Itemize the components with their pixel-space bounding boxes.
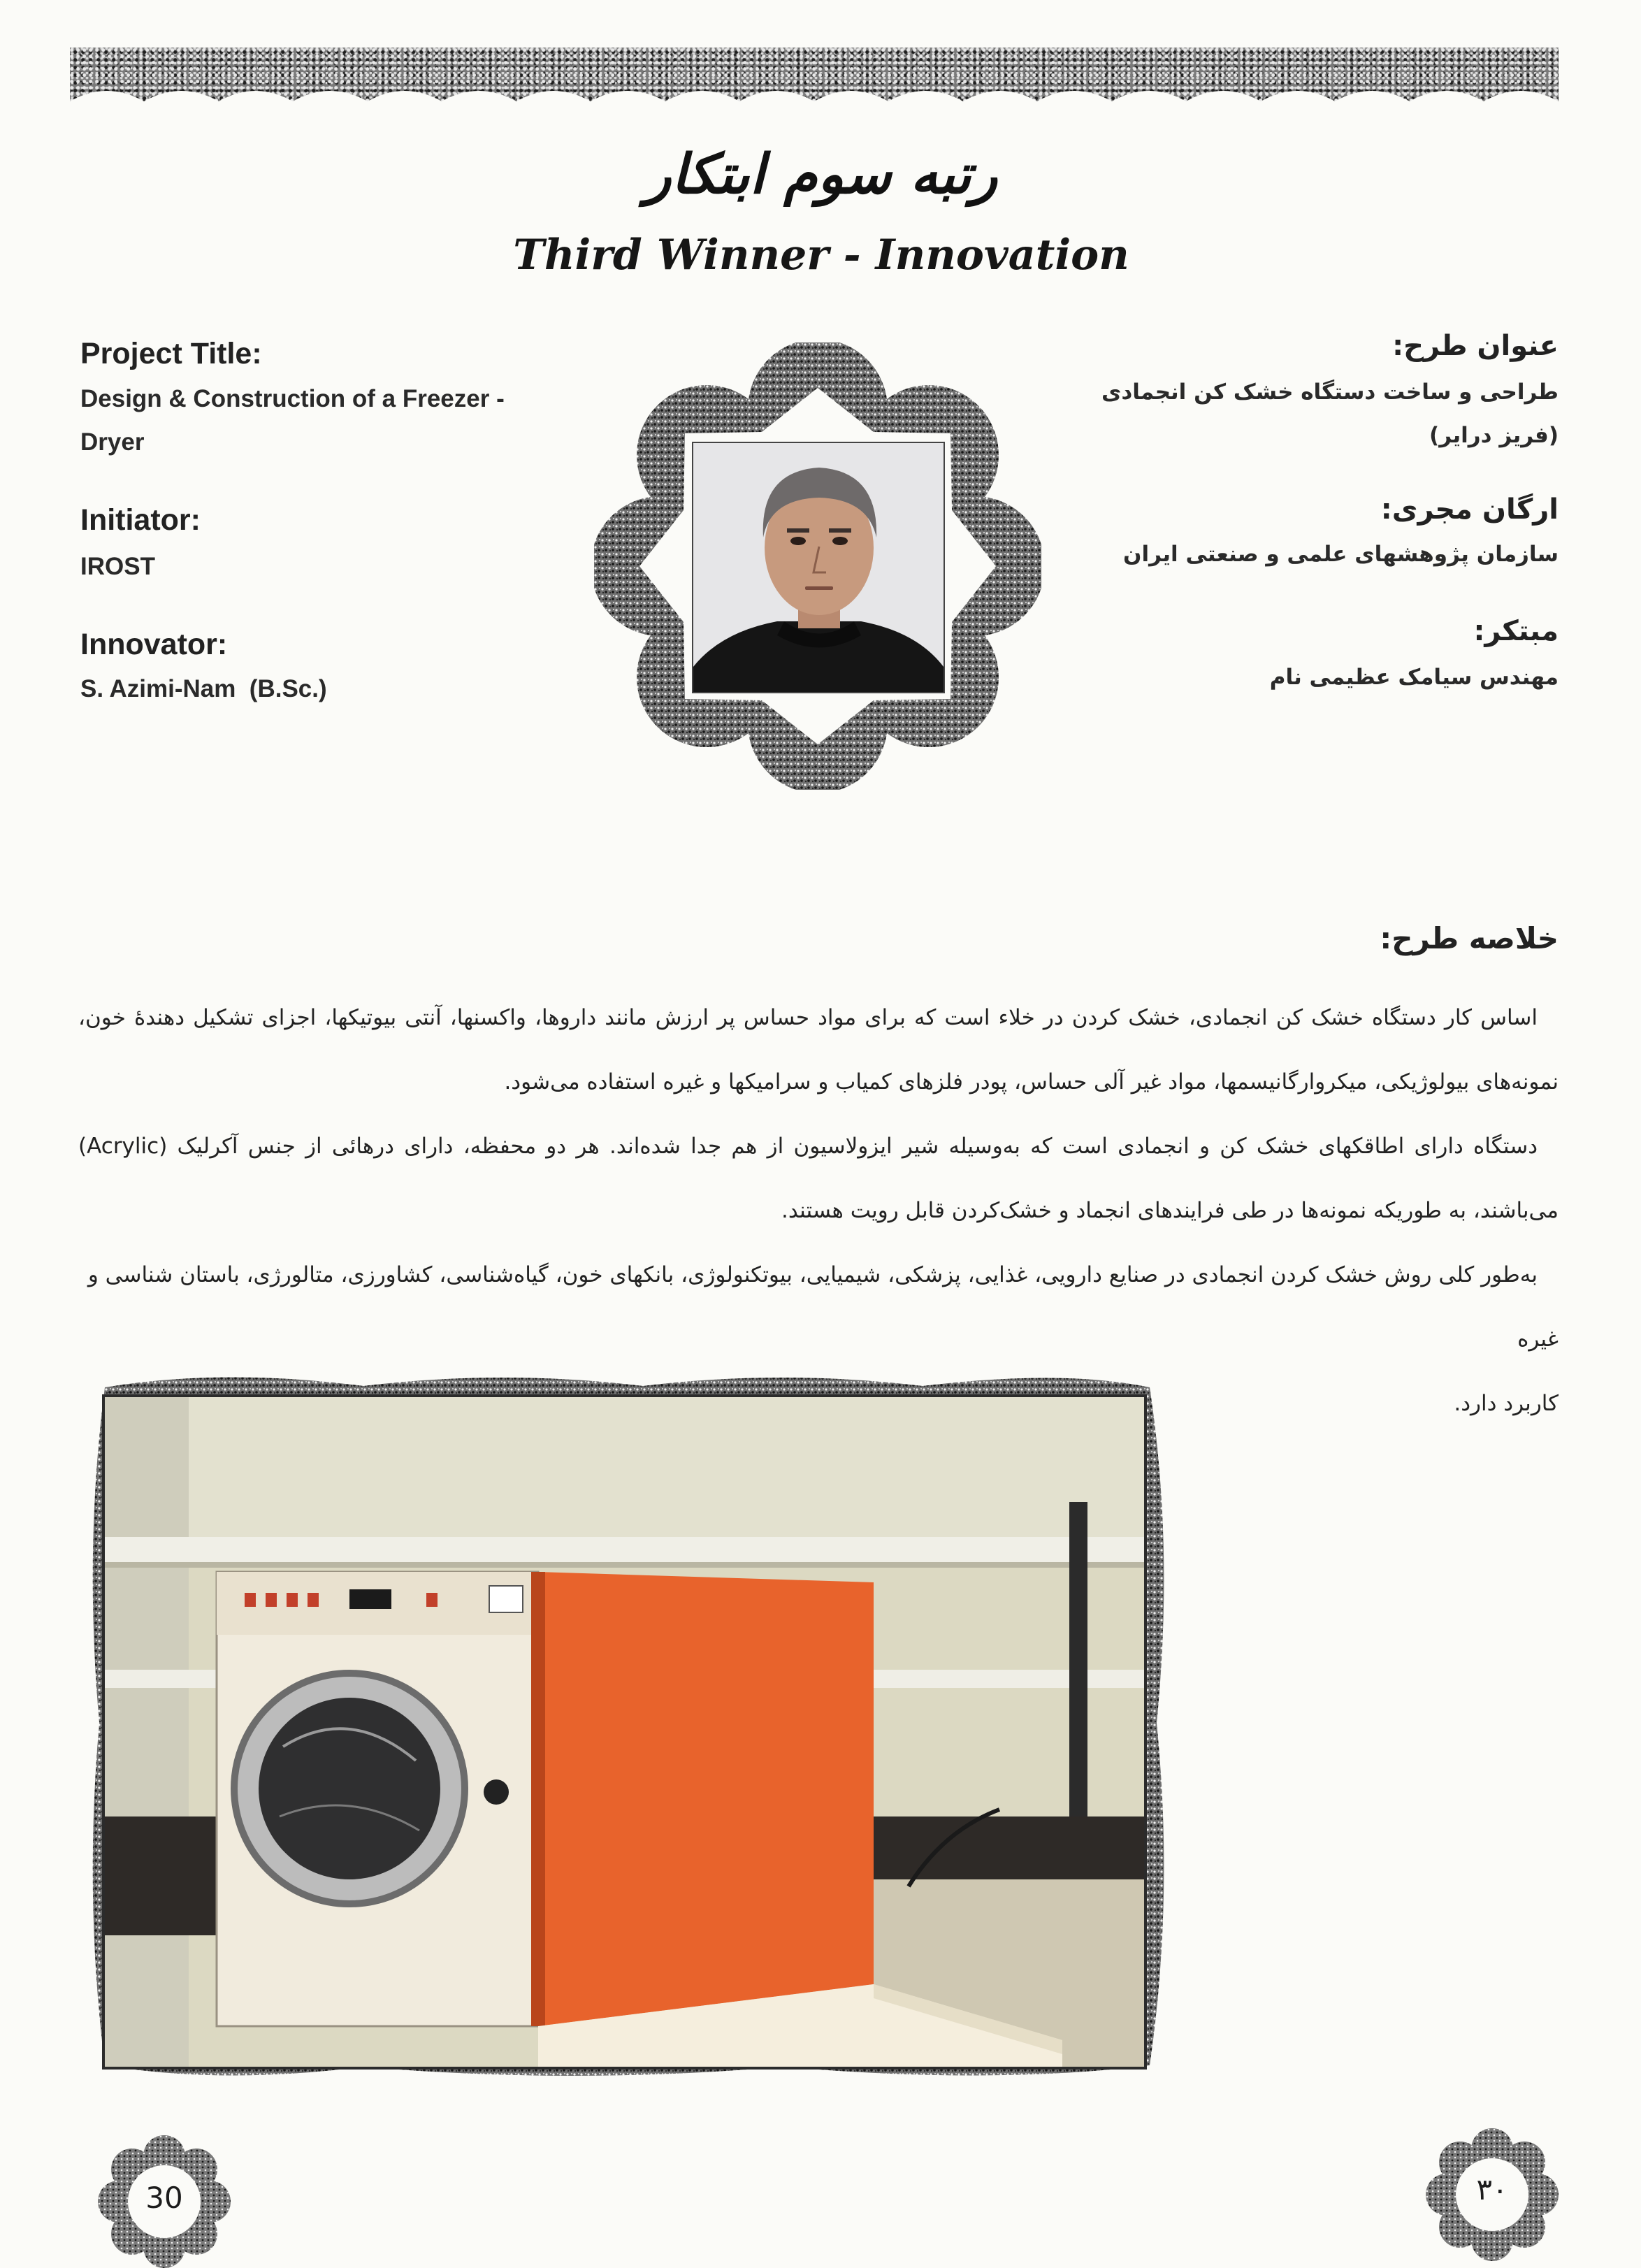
freeze-dryer-illustration bbox=[105, 1397, 1144, 2067]
project-title-label-en: Project Title: bbox=[80, 337, 262, 370]
project-title-line1-en: Design & Construction of a Freezer - bbox=[80, 385, 505, 412]
project-title-label-fa: عنوان طرح: bbox=[1392, 330, 1559, 362]
top-decorative-banner bbox=[70, 48, 1559, 112]
project-title-value-fa bbox=[1101, 370, 1559, 457]
initiator-label-en: Initiator: bbox=[80, 503, 201, 537]
innovator-label-en: Innovator: bbox=[80, 628, 228, 661]
summary-paragraph-4: کاربرد دارد. bbox=[1454, 1391, 1559, 1416]
project-title-line2-en: Dryer bbox=[80, 428, 145, 456]
freeze-dryer-photo bbox=[102, 1394, 1147, 2070]
innovator-portrait-photo bbox=[692, 442, 945, 693]
summary-paragraph-1: اساس کار دستگاه خشک کن انجمادی، خشک کردن در خلاء است که برای مواد حساس پر ارزش مانند داروها، واکسنها، آنتی بیوتیکها، اجزای تشکیل دهندهٔ خون، نمونه‌های بیولوژیکی، میکروارگانیسمها، مواد غیر آلی حساس، پودر فلزهای کمیاب و سرامیکها و غیره استفاده می‌شود. bbox=[78, 1005, 1559, 1095]
summary-body bbox=[78, 985, 1559, 1436]
banner-scallop-edge bbox=[70, 80, 1559, 113]
title-persian: رتبه سوم ابتکار bbox=[644, 143, 998, 206]
summary-paragraph-3: به‌طور کلی روش خشک کردن انجمادی در صنایع دارویی، غذایی، پزشکی، شیمیایی، بیوتکنولوژی، بانکهای خون، گیاه‌شناسی، کشاورزی، متالورژی، باستان شناسی و غیره bbox=[87, 1262, 1559, 1352]
initiator-label-fa: ارگان مجری: bbox=[1380, 493, 1559, 526]
summary-paragraph-2: دستگاه دارای اطاقکهای خشک کن و انجمادی است که به‌وسیله شیر ایزولاسیون از هم جدا شده‌اند. هر دو محفظه، دارای درهائی از جنس آکرلیک (Acrylic) می‌باشند، به طوریکه نمونه‌ها در طی فرایندهای انجماد و خشک‌کردن قابل رویت هستند. bbox=[78, 1134, 1559, 1223]
page-number-left: 30 bbox=[145, 2181, 183, 2215]
project-title-value-en bbox=[80, 377, 505, 464]
innovator-value-fa: مهندس سیامک عظیمی نام bbox=[1269, 665, 1559, 690]
summary-label: خلاصه طرح: bbox=[1380, 921, 1559, 955]
title-english: Third Winner - Innovation bbox=[513, 231, 1129, 280]
innovator-value-en: S. Azimi-Nam (B.Sc.) bbox=[80, 675, 327, 702]
initiator-value-en: IROST bbox=[80, 553, 155, 580]
page-number-right: ۳۰ bbox=[1476, 2172, 1508, 2206]
project-title-line2-fa: (فریز درایر) bbox=[1429, 423, 1559, 448]
initiator-value-fa: سازمان پژوهشهای علمی و صنعتی ایران bbox=[1123, 542, 1559, 567]
project-title-line1-fa: طراحی و ساخت دستگاه خشک کن انجمادی bbox=[1101, 380, 1559, 405]
innovator-label-fa: مبتکر: bbox=[1473, 615, 1559, 647]
portrait-illustration bbox=[693, 443, 944, 692]
